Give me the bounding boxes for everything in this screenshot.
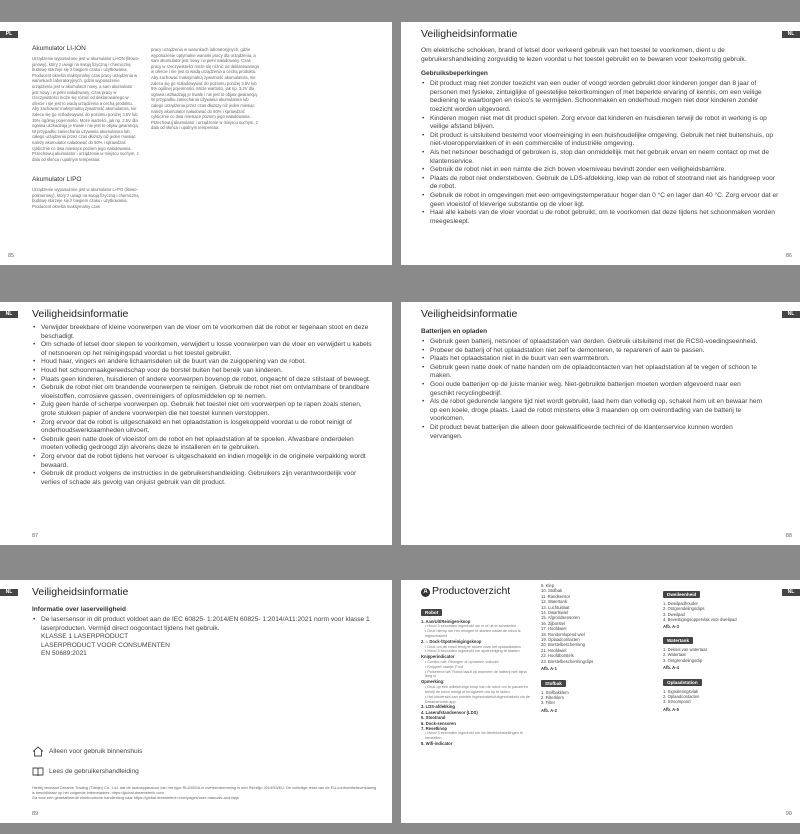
- part-item: 3. Dweilpad: [663, 611, 685, 617]
- house-icon: [32, 746, 44, 757]
- page-title: Veiligheidsinformatie: [421, 308, 518, 320]
- part-item: 4. Laserafstandsensor (LDS): [421, 709, 478, 715]
- part-item: 14. Dwarlswiel: [541, 610, 568, 616]
- list-item: • Gooi oude batterijen op de juiste manier weg. Niet-gebruikte batterijen moeten worden afgevoerd naar een geschikt recyclingbedrijf.: [421, 381, 766, 398]
- col2-text: pracy urządzenia w warunkach laboratoryjnych, gdzie wyposażenie optymalne warunki pracy dla urządzenia, a sam akumulator jest nowy i w pełni naładowany. Czas pracy w rzeczywistości może się różnić od deklarowanego w ofercie i nie jest to wadą urządzenia a cechą produktu. Aby zachować maksymalną żywotność akumulatora, nie zaleca się go rozładowywać do poziomu poniżej 3,5V lub 5% ogólnej pojemności. Może wartości, jak np. 3,2V dla ogniwa uszkadzają je trwale i nie jest to objaw gwarancją. W przypadku zaniechania używania akumulatora lub całego urządzenia przez czas dłuższy niż jeden miesiąc należy akumulator naładować do 50% i sprawdzać cyklicznie co dwa miesiące poziom jego naładowania. Przechowuj akumulator i urządzenie w miejscu suchym, z dala od słońca i upalnym temperatur.: [151, 47, 259, 131]
- subheading: Batterijen en opladen: [421, 328, 488, 335]
- part-item: 22. Hoofdborstels: [541, 653, 574, 659]
- manual-text: Lees de gebruikershandleiding: [49, 768, 139, 775]
- part-item: 12. Watertank: [541, 599, 567, 605]
- list-item: • Kinderen mogen niet met dit product spelen. Zorg ervoor dat kinderen en huisdieren terwijl de robot in werking is op veilige afstand blijven.: [421, 115, 781, 132]
- watertank-pill: Watertank: [663, 637, 693, 644]
- heading-lipo: Akumulator LIPO: [32, 176, 82, 184]
- part-item: 1. Aan/Uit/Reinigen-knop: [421, 619, 471, 624]
- list-item: • Gebruik de robot niet om brandende voorwerpen te reinigen. Gebruik de robot niet om ontvlambare of brandbare vloeistoffen, corrosieve gassen, ovenreinigers of oplosmiddelen op te nemen.: [32, 384, 377, 401]
- page-number: 85: [8, 253, 15, 259]
- subheading: Gebruiksbeperkingen: [421, 70, 488, 78]
- station-pill: Oplaadstation: [663, 679, 702, 686]
- dustbin-pill: Stofbak: [541, 680, 566, 687]
- fig-a4: Afb. A-4: [663, 665, 679, 671]
- list-item: • Plaats geen kinderen, huisdieren of andere voorwerpen bovenop de robot, ongeacht of deze stilstaat of beweegt.: [32, 376, 377, 385]
- list-item: • Gebruik de robot in omgevingen met een omgevingstemperatuur hoger dan 0 °C en lager dan 40 °C. Zorg ervoor dat er geen vloeistof of kleverige substantie op de vloer ligt.: [421, 192, 781, 209]
- conformity-text: Hierbij verklaart Dreame Trading (Tianjin) Co., Ltd. dat de radioapparatuur van het type RLD55GA in overeenstemming is met Richtlijn 2014/53/EU. De volledige tekst van de EU-conformiteitsverklaring is beschikbaar op het volgende internetadres: https://global.dreametech.com: [32, 785, 377, 795]
- page-90: [401, 580, 800, 823]
- list-item: • Zorg ervoor dat de robot tijdens het vervoer is uitgeschakeld en indien mogelijk in de originele verpakking wordt bewaard.: [32, 453, 377, 470]
- part-item: 8. Wifi-indicator: [421, 741, 453, 747]
- part-note: • Houd 3 seconden ingedrukt om de fabrieksinstellingen te herstellen: [425, 731, 523, 741]
- robot-parts-cont: [541, 583, 621, 664]
- content: [421, 324, 766, 441]
- part-item: 7. Resetknop: [421, 726, 448, 732]
- watertank-parts: [663, 647, 773, 663]
- part-item: 3. Ontgrendelingsclip: [663, 657, 703, 663]
- mop-parts: [663, 601, 773, 623]
- part-item: 2. Filterklem: [541, 694, 564, 700]
- parts-column: [541, 583, 621, 713]
- liion-text: Urządzenie wyposażone jest w akumulator Li-ION (litowo-jonowy), który z uwagi na swoją fizyczną i chemiczną budowę starzeje się z biegiem czasu i użytkowania. Producent określa maksymalny czas pracy urządzenia w warunkach laboratoryjnych, gdzie wyposażenie urządzenia jest w akumulator nowy, a sam akumulator jest nowy i w pełni naładowany. Czas pracy w rzeczywistości może się różnić od deklarowanego w ofercie i nie jest to wadą urządzenia a cechą produktu. Aby zachować maksymalną żywotność akumulatora, nie zaleca się go rozładowywać do poziomu poniżej 3,5V lub 15% ogólnej pojemności. Może wartości, jak np. 2,5V dla ogniwa uszkadzają je trwale i nie jest to objaw gwarancją. W przypadku zaniechania używania akumulatora lub całego urządzenia przez czas dłuższy niż jeden miesiąc należy akumulator naładować do 50% i sprawdzać cyklicznie co dwa miesiące poziom jego naładowania. Przechowuj akumulator i urządzenie w miejscu suchym, z dala od słońca i upalnym temperatur.: [32, 56, 140, 162]
- part-item: 10. Stofbak: [541, 588, 563, 594]
- language-tag: NL: [782, 31, 800, 38]
- class-line-3: EN 50689:2021: [41, 650, 87, 658]
- part-item: 16. Zijborstel: [541, 620, 565, 626]
- page-title: Veiligheidsinformatie: [32, 308, 129, 320]
- list-item: • Verwijder breekbare of kleine voorwerpen van de vloer om te voorkomen dat de robot er tegenaan stoot en deze beschadigt.: [32, 324, 377, 341]
- part-item: 4. Bevestigingsoppervlak voor dweilpad: [663, 617, 737, 623]
- manual-row: [32, 766, 139, 777]
- list-item: • Gebruik geen natte doek of natte handen om de oplaadcontacten van het oplaadstation af te vegen of schoon te maken.: [421, 364, 766, 381]
- safety-list: [32, 324, 377, 487]
- dustbin-parts: [541, 690, 621, 706]
- part-item: 3. LDS-afdekking: [421, 704, 455, 710]
- content: [32, 324, 377, 487]
- part-item: 9. Klep: [541, 583, 555, 588]
- list-item: • Haal alle kabels van de vloer voordat u de robot gebruikt, om te voorkomen dat deze tijdens het schoonmaken worden meegesleept.: [421, 209, 781, 226]
- part-item: 18. Rondomlopend wiel: [541, 631, 585, 637]
- page-title: Veiligheidsinformatie: [32, 586, 129, 598]
- part-item: 1. Dweilpadhouder: [663, 601, 698, 606]
- part-note: • Houd 3 seconden ingedrukt om in of uit te schakelen: [425, 624, 516, 629]
- units-column: [663, 583, 773, 712]
- list-item: • Als de robot gedurende langere tijd niet wordt gebruikt, laad hem dan volledig op, schakel hem uit en bewaar hem op een koele, droge plaats. Laad de robot minstens elke 3 maanden op om overontlading van de batterij te voorkomen.: [421, 398, 766, 424]
- restrictions-list: [421, 80, 781, 226]
- laser-text: De lasersensor in dit product voldoet aan de IEC 60825- 1:2014/EN 60825- 1:2014/A11:2021 norm voor klasse 1 laserproducten. Vermijd direct oogcontact tijdens het gebruik.: [41, 616, 370, 632]
- part-note: • Druk op een willekeurige knop van de robot om te pauzeren terwijl de robot reinigt of terugkeert om op te laden.: [425, 684, 528, 694]
- list-item: • Dit product mag niet zonder toezicht van een ouder of voogd worden gebruikt door kinderen jonger dan 8 jaar of personen met fysieke, zintuiglijke of geestelijke tekortkomingen of met beperkte ervaring of kennis, om een veilige bediening te waarborgen en risico's te vermijden. Schoonmaken en onderhoud mogen niet door kinderen zonder toezicht worden uitgevoerd.: [421, 80, 781, 114]
- part-item: 2. ⌂ Dock-/Spotreinigingsknop: [421, 639, 482, 645]
- part-item: Opmerking:: [421, 679, 445, 685]
- page-86: [401, 22, 800, 265]
- list-item: • Zuig geen harde of scherpe voorwerpen op. Gebruik het toestel niet om voorwerpen op te rapen zoals stenen, grote stukken papier of andere voorwerpen die het toestel kunnen verstoppen.: [32, 401, 377, 418]
- page-number: 90: [785, 811, 792, 817]
- page-87: [0, 302, 392, 545]
- list-item: • Gebruik geen batterij, netsnoer of oplaadstation van derden. Gebruik uitsluitend met de RCS0-voedingseenheid.: [421, 338, 766, 347]
- class-line-1: KLASSE 1 LASERPRODUCT: [41, 633, 129, 641]
- page-number: 88: [785, 533, 792, 539]
- book-icon: [32, 766, 44, 777]
- part-note: • Druk hierop om het reinigen te starten nadat de robot is ingeschakeld: [425, 629, 521, 639]
- list-item: • Dit product is uitsluitend bestemd voor vloerreiniging in een huishoudelijke omgeving. Gebruik het niet buitenshuis, op niet-vloeroppervlakken of in een commerciële of industriële omgeving.: [421, 132, 781, 149]
- part-item: 15. Afgrondsensoren: [541, 615, 580, 621]
- list-item: • Houd haar, vingers en andere lichaamsdelen uit de buurt van de zuigopening van de robot.: [32, 358, 377, 367]
- part-note: • Houd 3 seconden ingedrukt om spotreiniging te starten: [425, 649, 520, 654]
- robot-column: [421, 601, 533, 747]
- language-tag: NL: [0, 311, 18, 318]
- part-note: • Pulserend wit: Robot laadt op wanneer de batterij niet bijna leeg is: [425, 669, 527, 679]
- part-item: 2. Ontgrendelingsclips: [663, 606, 705, 612]
- part-note: • Druk om de robot terug te sturen naar het oplaadstation: [425, 644, 521, 649]
- column-right: [151, 47, 261, 131]
- content: [32, 602, 377, 659]
- part-item: 21. Hoofdwiel: [541, 647, 567, 653]
- intro-text: Om elektrische schokken, brand of letsel door verkeerd gebruik van het toestel te voorkomen, dient u de gebruikershandleiding zorgvuldig te lezen voordat u het toestel gebruikt en te bewaren voor toekomstig gebruik.: [421, 47, 747, 63]
- page-title: Veiligheidsinformatie: [421, 28, 518, 40]
- column-left: [32, 45, 140, 210]
- page-88: [401, 302, 800, 545]
- list-item: • Als het netsnoer beschadigd of gebroken is, stop dan onmiddellijk met het gebruik ervan en neem contact op met de klantenservice.: [421, 149, 781, 166]
- fig-a2: Afb. A-2: [541, 707, 557, 713]
- part-item: Knipperindicator: [421, 654, 455, 660]
- language-tag: NL: [782, 589, 800, 596]
- part-item: 20. Borstelbescherming: [541, 642, 585, 648]
- part-item: 17. Hoofdwiel: [541, 626, 567, 632]
- list-item: • Om schade of letsel door slepen te voorkomen, verwijdert u losse voorwerpen van de vloer en verwijdert u kabels of netsnoeren op het reinigingspad voordat u het toestel gebruikt.: [32, 341, 377, 358]
- fig-a3: Afb. A-3: [663, 623, 679, 629]
- part-item: 19. Oplaadcontacten: [541, 637, 580, 643]
- indoor-row: [32, 746, 142, 757]
- robot-parts: [421, 619, 533, 747]
- part-note: • Het kinderslot kan worden ingeschakeld/uitgeschakeld via de Dreamehome-app.: [425, 694, 530, 704]
- laser-list: [32, 616, 377, 659]
- section-badge: A: [421, 588, 430, 597]
- part-item: 13. Luchtuitlaat: [541, 604, 570, 610]
- subheading: Informatie over laserveiligheid: [32, 606, 126, 613]
- list-item: • Houd het schoonmaakgereedschap voor de borstel buiten het bereik van kinderen.: [32, 367, 377, 376]
- list-item: • Probeer de batterij of het oplaadstation niet zelf te demonteren, te repareren of aan te passen.: [421, 347, 766, 356]
- page-number: 86: [785, 253, 792, 259]
- part-item: 1. Stofbakklem: [541, 689, 569, 695]
- part-item: 2. Oplaadcontacten: [663, 694, 700, 700]
- lipo-text: Urządzenie wyposażone jest w akumulator Li-PO (litowo-polimerowy), który z uwagi na swoją fizyczną i chemiczną budowę starzeje się z biegiem czasu i użytkowania. Producent określa maksymalny czas: [32, 187, 139, 210]
- title-text: Productoverzicht: [432, 585, 511, 597]
- fig-a5: Afb. A-5: [663, 706, 679, 712]
- list-item: • Dit product bevat batterijen die alleen door gekwalificeerde technici of de klantenservice kunnen worden vervangen.: [421, 424, 766, 441]
- page-number: 89: [32, 811, 39, 817]
- part-item: 1. Signaleringsvlak: [663, 688, 699, 694]
- language-tag: PL: [0, 31, 18, 38]
- part-item: 5. Stootrand: [421, 715, 446, 721]
- part-item: 11. Randsensor: [541, 593, 571, 599]
- laser-item: [32, 616, 377, 659]
- class-line-2: LASERPRODUCT VOOR CONSUMENTEN: [41, 641, 170, 649]
- station-parts: [663, 689, 773, 705]
- mop-pill: Dweileenheid: [663, 591, 700, 598]
- part-item: 2. Watertaat: [663, 652, 686, 658]
- page-85: [0, 22, 392, 265]
- robot-pill: Robot: [421, 609, 442, 616]
- list-item: • Plaats het oplaadstation niet in de buurt van een warmtebron.: [421, 355, 766, 364]
- page-number: 87: [32, 533, 39, 539]
- part-note: • Knippert oranje: Fout: [425, 664, 463, 669]
- list-item: • Plaats de robot niet ondersteboven. Gebruik de LDS-afdekking, klep van de robot of stootrand niet als handgreep voor de robot.: [421, 175, 781, 192]
- page-89: [0, 580, 392, 823]
- manual-link-text: Ga voor een gedetailleerde elektronische handleiding naar https://global.dreametech.com/pages/user-manuals-and-faqs: [32, 795, 239, 800]
- page-title: [421, 585, 510, 597]
- heading-liion: Akumulator LI-ION: [32, 45, 86, 52]
- list-item: • Gebruik de robot niet in een ruimte die zich boven vloerniveau bevindt zonder een veiligheidsbarrière.: [421, 166, 781, 175]
- indoor-text: Alleen voor gebruik binnenshuis: [49, 748, 143, 755]
- content: [421, 47, 781, 226]
- part-item: 6. Dock-sensoren: [421, 720, 456, 726]
- language-tag: NL: [782, 311, 800, 318]
- language-tag: NL: [0, 589, 18, 596]
- legal-text: [32, 785, 378, 800]
- part-item: 3. Filter: [541, 700, 555, 706]
- part-note: • Continu wit: Reinigen of opnamen voltooid: [425, 659, 499, 664]
- list-item: • Gebruik dit product volgens de instructies in de gebruikershandleiding. Gebruikers zijn verantwoordelijk voor verlies of schade als gevolg van onjuist gebruik van dit product.: [32, 470, 377, 487]
- part-item: 1. Deksel van watertaat: [663, 647, 707, 653]
- list-item: • Zorg ervoor dat de robot is uitgeschakeld en het oplaadstation is losgekoppeld voordat u de robot reinigt of onderhoudswerkzaamheden uitvoert.: [32, 419, 377, 436]
- part-item: 3. Stroompoort: [663, 699, 691, 705]
- battery-list: [421, 338, 766, 441]
- fig-a1: Afb. A-1: [541, 666, 557, 672]
- list-item: • Gebruik geen natte doek of vloeistof om de robot en het oplaadstation af te spoelen. Afwasbare onderdelen moeten volledig gedroogd zijn alvorens deze te installeren en te gebruiken.: [32, 436, 377, 453]
- part-item: 23. Borstelbeschermingclips: [541, 658, 594, 664]
